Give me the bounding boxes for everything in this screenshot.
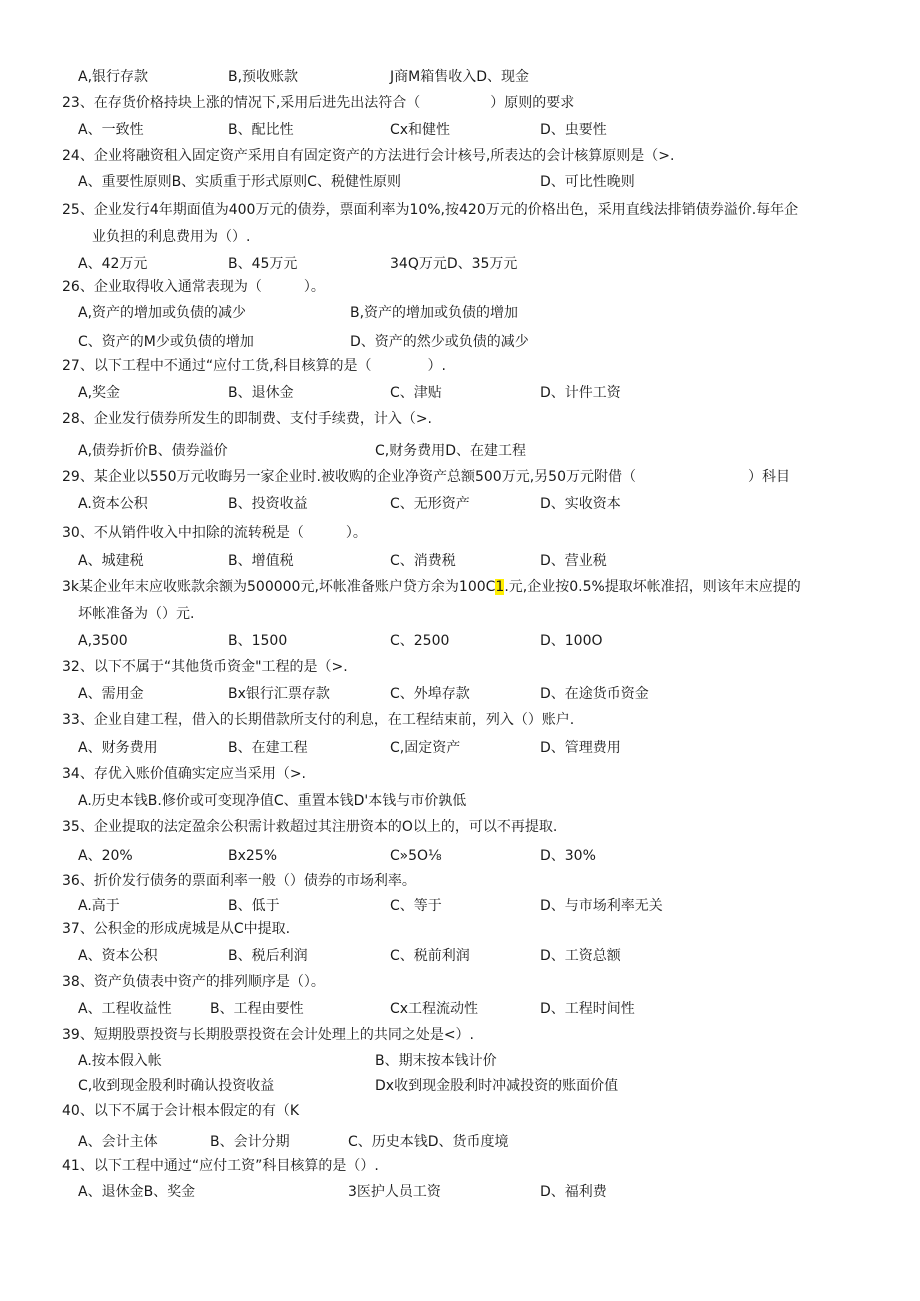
question-28: 28、企业发行债券所发生的即制费、支付手续费，计入（>.: [62, 411, 432, 427]
option-b: B、投资收益: [228, 496, 308, 512]
question-27: 27、以下工程中不通过“应付工货,科目核算的是（ ）.: [62, 358, 446, 374]
option-c: Cx和健性: [390, 122, 451, 138]
option-a: A、42万元: [78, 256, 148, 272]
question-31-cont: 坏帐准备为（）元.: [78, 606, 195, 622]
option-d: D、30%: [540, 848, 596, 864]
option-b: Bx银行汇票存款: [228, 686, 330, 702]
option-d: D、可比性晚则: [540, 174, 635, 190]
question-36: 36、折价发行债务的票面利率一般（）债券的市场利率。: [62, 873, 416, 889]
question-34: 34、存优入账价值确实定应当采用（>.: [62, 766, 306, 782]
option-d: D、管理费用: [540, 740, 621, 756]
option-b: B,资产的增加或负债的增加: [350, 305, 519, 321]
question-40: 40、以下不属于会计根本假定的有（K: [62, 1103, 299, 1119]
option-c: C、等于: [390, 898, 442, 914]
option-c: 3医护人员工资: [348, 1184, 441, 1200]
option-c: C、消费税: [390, 553, 456, 569]
option-d: D、实收资本: [540, 496, 621, 512]
question-41: 41、以下工程中通过“应付工资”科目核算的是（）.: [62, 1158, 379, 1174]
option-d: D、在途货币资金: [540, 686, 649, 702]
option-c: C、资产的M少或负债的增加: [78, 334, 254, 350]
option-d: D、100O: [540, 633, 603, 649]
option-a: A,银行存款: [78, 69, 149, 85]
option-a: A,奖金: [78, 385, 121, 401]
option-a: A.高于: [78, 898, 120, 914]
option-a: A、一致性: [78, 122, 144, 138]
option-b: B、增值税: [228, 553, 294, 569]
option-c: C、津贴: [390, 385, 442, 401]
option-d: Dx收到现金股利时冲减投资的账面价值: [375, 1078, 619, 1094]
question-39: 39、短期股票投资与长期股票投资在会计处理上的共同之处是<）.: [62, 1027, 474, 1043]
option-cd: J商M箱售收入D、现金: [390, 69, 529, 85]
option-c: Cx工程流动性: [390, 1001, 479, 1017]
option-b: B、1500: [228, 633, 288, 649]
option-ab: A,债券折价B、债券溢价: [78, 443, 228, 459]
option-b: B、会计分期: [210, 1134, 290, 1150]
option-c: C、税前利润: [390, 948, 470, 964]
option-a: A、资本公积: [78, 948, 158, 964]
option-d: D、计件工资: [540, 385, 621, 401]
question-33: 33、企业自建工程，借入的长期借款所支付的利息，在工程结束前，列入（）账户.: [62, 712, 575, 728]
question-24: 24、企业将融资租入固定资产采用自有固定资产的方法进行会计核号,所表达的会计核算原则是（>.: [62, 148, 675, 164]
question-38: 38、资产负债表中资产的排列顺序是（）。: [62, 974, 325, 990]
option-a: A、城建税: [78, 553, 144, 569]
option-c: C、2500: [390, 633, 450, 649]
question-25: 25、企业发行4年期面值为400万元的债券，票面利率为10%,按420万元的价格出色，采用直线法排销债券溢价.每年企: [62, 202, 799, 218]
option-cd: 34Q万元D、35万元: [390, 256, 518, 272]
question-25-cont: 业负担的利息费用为（）.: [92, 229, 251, 245]
option-cd: C、历史本钱D、货币度境: [348, 1134, 509, 1150]
option-abc: A、重要性原则B、实质重于形式原则C、税健性原则: [78, 174, 401, 190]
question-35: 35、企业提取的法定盈余公积需计救超过其注册资本的O以上的，可以不再提取.: [62, 819, 558, 835]
option-c: C,收到现金股利时确认投资收益: [78, 1078, 275, 1094]
option-a: A、20%: [78, 848, 133, 864]
option-a: A.按本假入帐: [78, 1053, 162, 1069]
option-b: B、45万元: [228, 256, 298, 272]
option-a: A,资产的增加或负债的减少: [78, 305, 247, 321]
option-a: A、财务费用: [78, 740, 158, 756]
option-b: B、税后利润: [228, 948, 308, 964]
option-b: B、配比性: [228, 122, 294, 138]
option-c: C»5O⅛: [390, 848, 442, 864]
option-b: Bx25%: [228, 848, 278, 864]
option-b: B、期末按本钱计价: [375, 1053, 497, 1069]
option-c: C,固定资产: [390, 740, 461, 756]
option-c: C、无形资产: [390, 496, 470, 512]
option-a: A、工程收益性: [78, 1001, 172, 1017]
option-b: B、低于: [228, 898, 280, 914]
option-a: A、需用金: [78, 686, 144, 702]
option-b: B,预收账款: [228, 69, 299, 85]
option-a: A.资本公积: [78, 496, 148, 512]
option-a: A、会计主体: [78, 1134, 158, 1150]
option-d: D、工程时间性: [540, 1001, 635, 1017]
option-a: A,3500: [78, 633, 128, 649]
question-31-text-a: 3k某企业年末应收账款余额为500000元,坏帐准备账户贷方余为100C: [62, 579, 496, 595]
question-23: 23、在存货价格持块上涨的情况下,采用后进先出法符合（ ）原则的要求: [62, 95, 575, 111]
option-d: D、与市场利率无关: [540, 898, 663, 914]
highlighted-text: 1: [495, 579, 505, 595]
option-d: D、工资总额: [540, 948, 621, 964]
question-32: 32、以下不属于“其他货币资金"工程的是（>.: [62, 659, 348, 675]
option-b: B、退休金: [228, 385, 294, 401]
option-c: C、外埠存款: [390, 686, 470, 702]
option-d: D、资产的然少或负债的减少: [350, 334, 529, 350]
option-ab: A、退休金B、奖金: [78, 1184, 196, 1200]
question-26: 26、企业取得收入通常表现为（ ）。: [62, 279, 325, 295]
option-b: B、在建工程: [228, 740, 308, 756]
question-29: 29、某企业以550万元收晦另一家企业时.被收购的企业净资产总额500万元,另50万元附借（ ）科目: [62, 469, 790, 485]
option-d: D、营业税: [540, 553, 607, 569]
option-abcd: A.历史本钱B.修价或可变现净值C、重置本钱D'本钱与市价孰低: [78, 793, 467, 809]
question-37: 37、公积金的形成虎城是从C中提取.: [62, 921, 291, 937]
question-31: [62, 578, 801, 596]
question-30: 30、不从销件收入中扣除的流转税是（ ）。: [62, 525, 367, 541]
option-d: D、虫要性: [540, 122, 607, 138]
option-cd: C,财务费用D、在建工程: [375, 443, 527, 459]
option-d: D、福利费: [540, 1184, 607, 1200]
question-31-text-b: .元,企业按0.5%提取坏帐准招，则该年末应提的: [504, 579, 801, 595]
option-b: B、工程由要性: [210, 1001, 304, 1017]
